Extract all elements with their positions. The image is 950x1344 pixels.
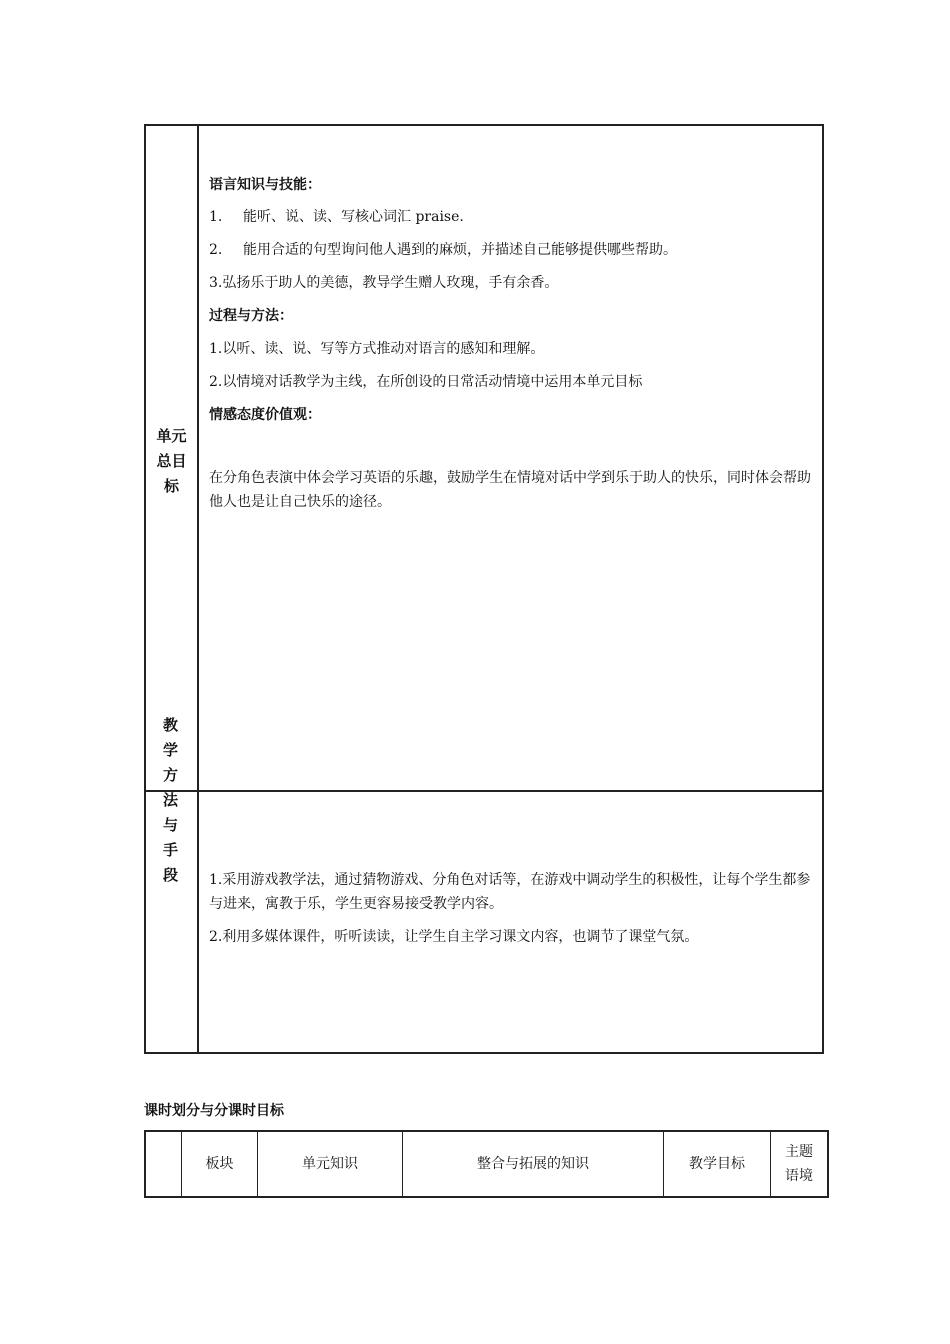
label-char: 教 [162, 716, 178, 734]
method-item-1: 1.采用游戏教学法，通过猜物游戏、分角色对话等，在游戏中调动学生的积极性，让每个学生都参与进来，寓教于乐，学生更容易接受教学内容。 [209, 872, 811, 912]
knowledge-heading: 语言知识与技能： [209, 177, 321, 193]
label-line: 标 [163, 477, 179, 495]
header-cell-extended-knowledge: 整合与拓展的知识 [403, 1132, 664, 1196]
knowledge-item-2: 2. 能用合适的句型询问他人遇到的麻烦，并描述自己能够提供哪些帮助。 [209, 242, 677, 258]
header-cell-teaching-goals: 教学目标 [664, 1132, 771, 1196]
header-cell-section: 板块 [182, 1132, 258, 1196]
lesson-division-table [144, 1130, 829, 1198]
section-title: 课时划分与分课时目标 [144, 1103, 284, 1119]
emotion-text: 在分角色表演中体会学习英语的乐趣，鼓励学生在情境对话中学到乐于助人的快乐，同时体会帮助他人也是让自己快乐的途径。 [209, 470, 811, 510]
unit-goals-label [146, 424, 197, 499]
header-cell-theme-context: 主题语境 [785, 1144, 813, 1184]
unit-goals-row [146, 126, 822, 792]
process-heading: 过程与方法： [209, 308, 293, 324]
unit-goals-content-cell [199, 126, 822, 790]
methods-content-cell [199, 790, 822, 1054]
label-char: 法 [162, 791, 178, 809]
label-line: 单元 [156, 427, 187, 445]
label-char: 与 [162, 816, 178, 834]
label-char: 手 [162, 841, 178, 859]
label-char: 学 [162, 741, 178, 759]
header-cell-blank [146, 1132, 182, 1196]
process-item-1: 1.以听、读、说、写等方式推动对语言的感知和理解。 [209, 341, 545, 357]
label-char: 段 [162, 866, 178, 884]
methods-row [146, 790, 822, 1054]
unit-plan-table [144, 124, 824, 1054]
emotion-heading: 情感态度价值观： [209, 407, 321, 423]
header-cell-unit-knowledge: 单元知识 [258, 1132, 403, 1196]
method-item-2: 2.利用多媒体课件，听听读读，让学生自主学习课文内容，也调节了课堂气氛。 [209, 929, 699, 945]
knowledge-item-3: 3.弘扬乐于助人的美德，教导学生赠人玫瑰，手有余香。 [209, 275, 559, 291]
process-item-2: 2.以情境对话教学为主线，在所创设的日常活动情境中运用本单元目标 [209, 374, 643, 390]
unit-goals-label-cell [146, 126, 199, 790]
methods-label [144, 713, 197, 888]
label-char: 方 [162, 766, 178, 784]
knowledge-item-1: 1. 能听、说、读、写核心词汇 praise. [209, 209, 464, 225]
label-line: 总目 [156, 452, 187, 470]
